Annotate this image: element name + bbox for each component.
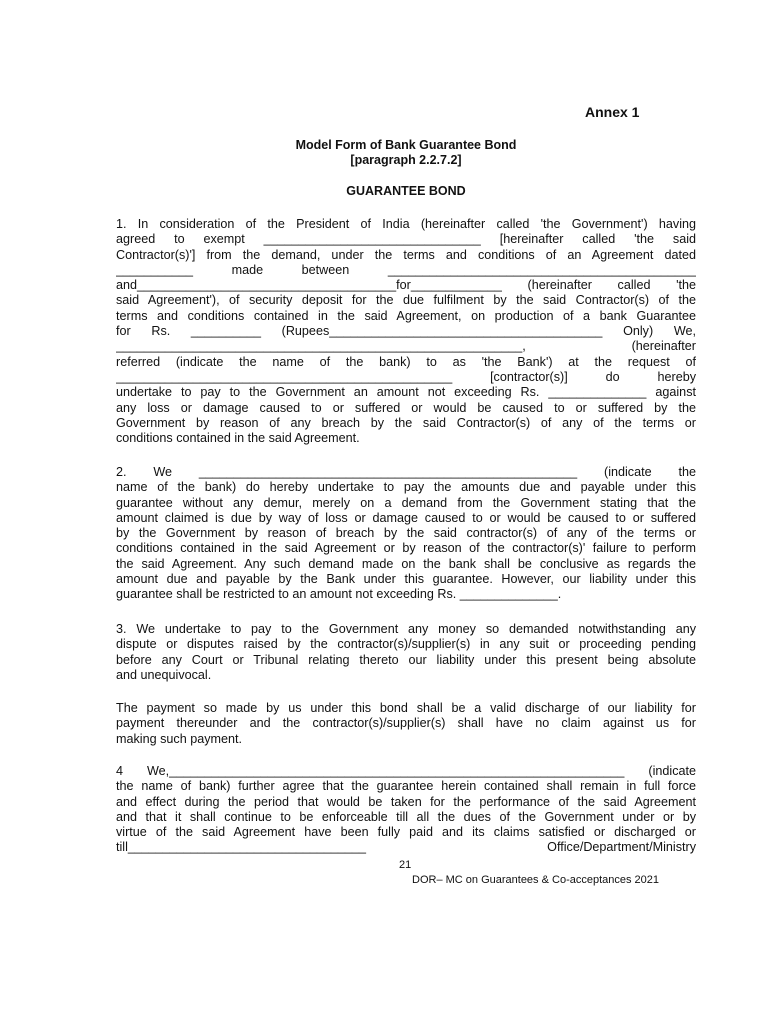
paragraph-line: and that it shall continue to be enforceable till all the dues of the Government under or by [116,809,696,824]
footer-text: DOR– MC on Guarantees & Co-acceptances 2021 [412,874,660,886]
page-number: 21 [399,859,412,871]
paragraph-line: virtue of the said Agreement have been fully paid and its claims satisfied or discharged or [116,825,696,840]
paragraph-line: 2. We ______________________________________________________ (indicate the [116,465,696,479]
paragraph-line: till__________________________________ Office/Department/Ministry [116,840,696,855]
paragraph-line: the said Agreement. Any such demand made on the bank shall be conclusive as regards the [116,556,696,571]
paragraph-line: The payment so made by us under this bond shall be a valid discharge of our liability for [116,701,696,715]
paragraph-line: and_____________________________________for_____________ (hereinafter called 'the [116,278,696,293]
paragraph-line: and unequivocal. [116,667,212,682]
paragraph-5 [116,764,696,856]
paragraph-line: payment thereunder and the contractor(s)/supplier(s) shall have no claim against us for [116,716,696,731]
paragraph-line: 3. We undertake to pay to the Government any money so demanded notwithstanding any [116,622,696,636]
paragraph-line: amount due and payable by the Bank under this guarantee. However, our liability under this [116,572,696,587]
paragraph-line: dispute or disputes raised by the contractor(s)/supplier(s) in any suit or proceeding pending [116,637,696,652]
paragraph-line: conditions contained in the said Agreement or by reason of the contractor(s)' failure to perform [116,541,696,556]
title-line-1: Model Form of Bank Guarantee Bond [295,138,517,152]
paragraph-line: amount claimed is due by way of loss or damage caused to or would be caused to or suffered [116,510,696,525]
paragraph-line: name of the bank) do hereby undertake to pay the amounts due and payable under this [116,480,696,495]
paragraph-3 [116,622,696,683]
paragraph-1 [116,217,696,446]
paragraph-line: before any Court or Tribunal relating thereto our liability under this present being absolute [116,652,696,667]
paragraph-line: the name of bank) further agree that the guarantee herein contained shall remain in full force [116,779,696,794]
paragraph-2 [116,465,696,603]
paragraph-line: Contractor(s)'] from the demand, under the terms and conditions of an Agreement dated [116,247,696,262]
paragraph-4 [116,701,696,747]
title-line-2: [paragraph 2.2.7.2] [350,153,462,167]
paragraph-line: guarantee shall be restricted to an amount not exceeding Rs. ______________. [116,587,562,602]
paragraph-line: guarantee without any demur, merely on a demand from the Government stating that the [116,495,696,510]
paragraph-line: Government by reason of any breach by the said Contractor(s) of any of the terms or [116,415,696,430]
paragraph-line: for Rs. __________ (Rupees_______________________________________ Only) We, [116,324,696,339]
paragraph-line: and effect during the period that would be taken for the performance of the said Agreement [116,794,696,809]
paragraph-line: ________________________________________________ [contractor(s)] do hereby [116,369,696,384]
paragraph-line: conditions contained in the said Agreement. [116,431,360,446]
paragraph-line: making such payment. [116,731,242,746]
paragraph-line: by the Government by reason of breach by the said contractor(s) of any of the terms or [116,526,696,541]
paragraph-line: ___________ made between ____________________________________________ [116,262,696,277]
guarantee-bond-heading: GUARANTEE BOND [346,184,466,198]
paragraph-line: terms and conditions contained in the said Agreement, on production of a bank Guarantee [116,308,696,323]
paragraph-line: 4 We,_________________________________________________________________ (indicate [116,764,696,778]
paragraph-line: said Agreement'), of security deposit for the due fulfilment by the said Contractor(s) of the [116,293,696,308]
paragraph-line: any loss or damage caused to or suffered or would be caused to or suffered by the [116,400,696,415]
paragraph-line: undertake to pay to the Government an amount not exceeding Rs. ______________ against [116,385,696,400]
paragraph-line: agreed to exempt _______________________________ [hereinafter called 'the said [116,232,696,247]
paragraph-line: referred (indicate the name of the bank) to as 'the Bank') at the request of [116,354,696,369]
paragraph-line: __________________________________________________________, (hereinafter [116,339,696,354]
annex-label: Annex 1 [585,104,640,120]
paragraph-line: 1. In consideration of the President of India (hereinafter called 'the Government') having [116,217,696,231]
